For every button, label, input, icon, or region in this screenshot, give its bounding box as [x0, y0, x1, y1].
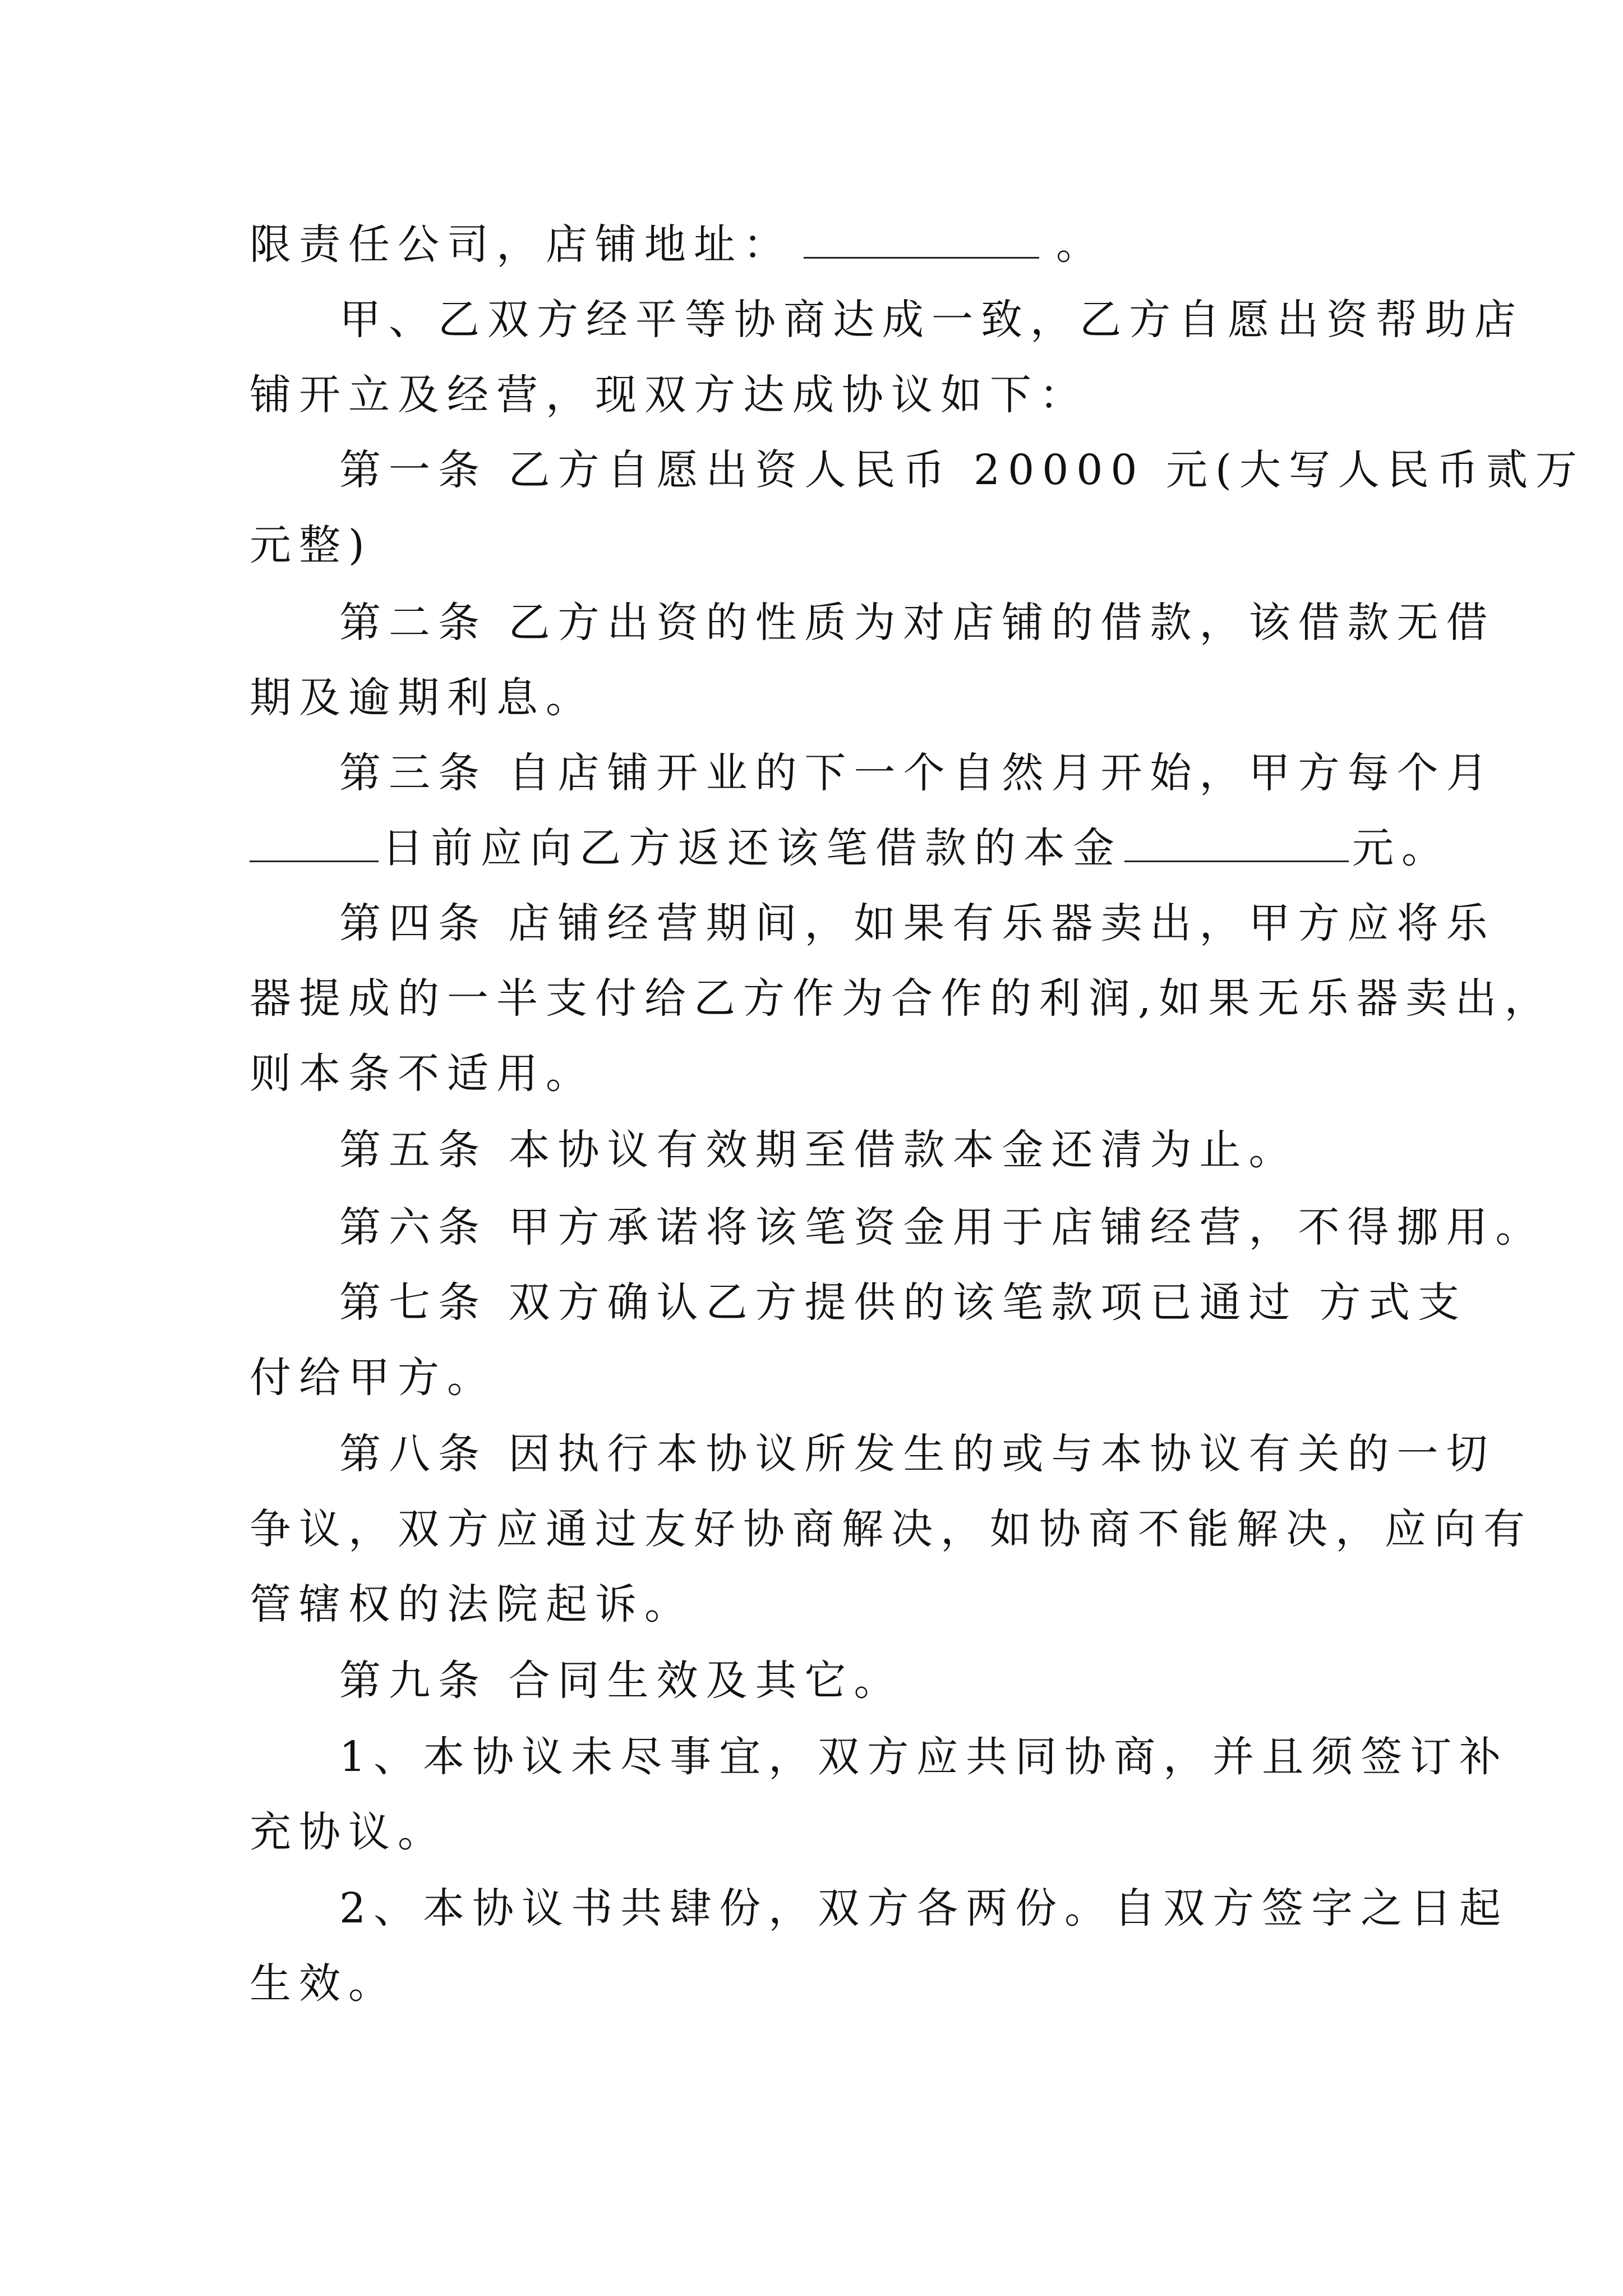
article-4-line-3: 则本条不适用。 [250, 1050, 595, 1098]
currency-unit: 元。 [1352, 824, 1451, 872]
article-8-line-3: 管辖权的法院起诉。 [250, 1580, 694, 1628]
clause-1-line-1: 1、本协议未尽事宜，双方应共同协商，并且须签订补 [339, 1733, 1509, 1781]
amount-blank [1124, 823, 1349, 862]
article-8-line-1: 第八条 因执行本协议所发生的或与本协议有关的一切 [339, 1430, 1496, 1478]
article-1-line-1: 第一条 乙方自愿出资人民币 20000 元(大写人民币贰万 [339, 446, 1585, 494]
address-blank [804, 220, 1039, 259]
address-label: 限责任公司，店铺地址： [250, 220, 792, 269]
article-7-line-2: 付给甲方。 [250, 1354, 496, 1402]
article-8-line-2: 争议，双方应通过友好协商解决，如协商不能解决，应向有 [250, 1505, 1533, 1553]
clause-2-line-2: 生效。 [250, 1959, 398, 2008]
paragraph-1-line-1: 甲、乙双方经平等协商达成一致，乙方自愿出资帮助店 [339, 296, 1524, 344]
article-3-line-2 [250, 820, 1451, 876]
clause-2-line-1: 2、本协议书共肆份，双方各两份。自双方签字之日起 [339, 1884, 1509, 1932]
article-5-line-1: 第五条 本协议有效期至借款本金还清为止。 [339, 1126, 1298, 1174]
article-2-line-1: 第二条 乙方出资的性质为对店铺的借款，该借款无借 [339, 599, 1496, 647]
article-6-line-1: 第六条 甲方承诺将该笔资金用于店铺经营，不得挪用。 [339, 1203, 1545, 1251]
article-1-line-2: 元整) [250, 521, 372, 569]
paragraph-1-line-2: 铺开立及经营，现双方达成协议如下： [250, 371, 1089, 419]
repayment-text: 日前应向乙方返还该笔借款的本金 [382, 824, 1122, 872]
day-blank [250, 823, 379, 862]
article-7-line-1: 第七条 双方确认乙方提供的该笔款项已通过 方式支 [339, 1278, 1468, 1327]
article-2-line-2: 期及逾期利息。 [250, 674, 595, 722]
article-4-line-2: 器提成的一半支付给乙方作为合作的利润,如果无乐器卖出， [250, 974, 1554, 1023]
clause-1-line-2: 充协议。 [250, 1808, 447, 1856]
address-end-period: 。 [1056, 220, 1105, 269]
paragraph-0-line-1 [250, 217, 1105, 273]
article-3-line-1: 第三条 自店铺开业的下一个自然月开始，甲方每个月 [339, 749, 1496, 797]
article-4-line-1: 第四条 店铺经营期间，如果有乐器卖出，甲方应将乐 [339, 899, 1496, 947]
article-9-line-1: 第九条 合同生效及其它。 [339, 1657, 903, 1705]
